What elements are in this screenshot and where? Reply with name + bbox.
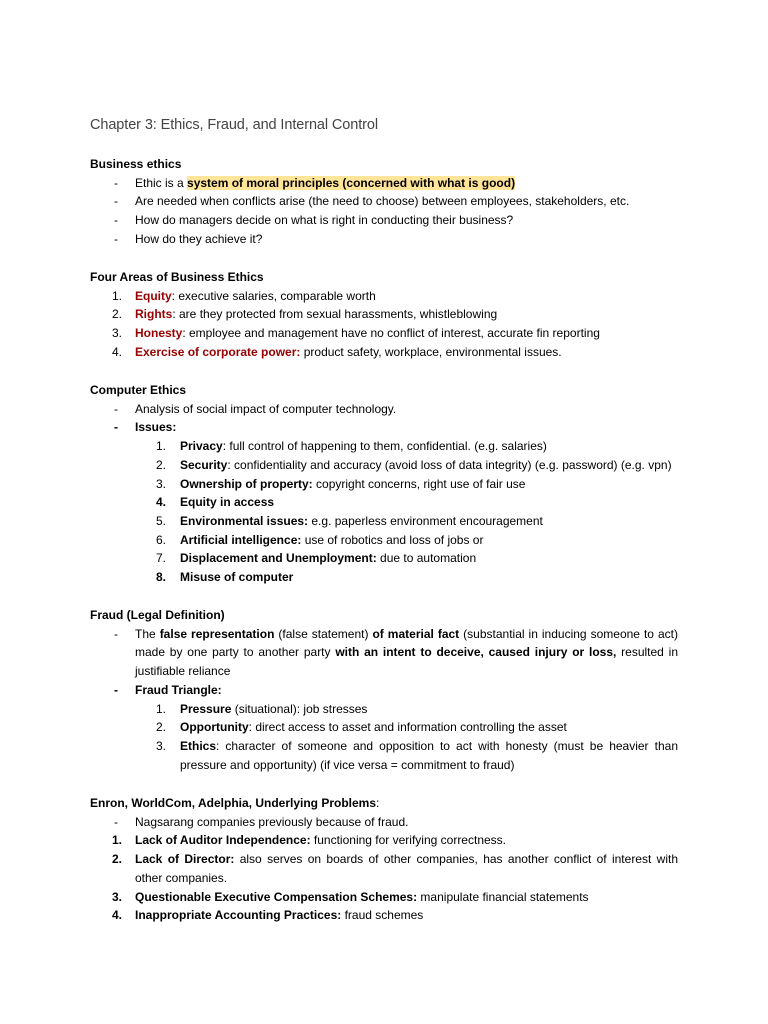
item-term: Privacy <box>180 439 223 454</box>
item-number: 2. <box>112 852 123 867</box>
dash-marker: - <box>114 420 118 435</box>
sub-list-item <box>90 475 678 494</box>
list-item <box>90 287 678 306</box>
section-fraud <box>90 606 678 774</box>
item-term: Opportunity <box>180 720 249 735</box>
item-text: : executive salaries, comparable worth <box>171 288 376 303</box>
item-term: Security <box>180 457 228 472</box>
item-text: use of robotics and loss of jobs or <box>301 532 484 547</box>
dash-marker: - <box>114 231 118 246</box>
item-term: Artificial intelligence: <box>180 532 302 547</box>
item-text: (situational): job stresses <box>231 701 368 716</box>
section-enron <box>90 794 678 925</box>
item-number: 4. <box>156 495 167 510</box>
item-text: : employee and management have no conflict of interest, accurate fin reporting <box>182 326 600 341</box>
sub-list-item <box>90 531 678 550</box>
item-text: e.g. paperless environment encouragement <box>308 513 543 528</box>
sub-list-item <box>90 437 678 456</box>
item-text: Nagsarang companies previously because of fraud. <box>135 814 409 829</box>
item-number: 1. <box>112 833 123 848</box>
section-four-areas <box>90 268 678 362</box>
item-number: 8. <box>156 570 167 585</box>
section-computer-ethics <box>90 381 678 587</box>
item-text: Are needed when conflicts arise (the need to choose) between employees, stakeholders, etc. <box>135 194 630 209</box>
item-text: : full control of happening to them, confidential. (e.g. salaries) <box>222 439 547 454</box>
list-item <box>90 343 678 362</box>
item-text: How do they achieve it? <box>135 231 263 246</box>
fraud-definition: The false representation (false statement) of material fact (substantial in inducing someone to act) made by one party to another party with an intent to deceive, caused injury or loss, resulted in justifiable reliance <box>135 626 678 679</box>
dash-marker: - <box>114 213 118 228</box>
item-term: Ethics <box>180 738 217 753</box>
list-item <box>90 681 678 700</box>
item-text: also serves on boards of other companies, has another conflict of interest with other companies. <box>135 852 678 885</box>
list-item <box>90 813 678 832</box>
item-number: 3. <box>112 326 123 341</box>
list-item <box>90 174 678 193</box>
section-heading: Computer Ethics <box>90 383 187 397</box>
item-number: 6. <box>156 532 167 547</box>
item-text: : are they protected from sexual harassments, whistleblowing <box>172 307 498 322</box>
item-number: 1. <box>156 439 167 454</box>
item-term: Exercise of corporate power: <box>135 344 301 359</box>
item-term: Pressure <box>180 701 232 716</box>
issues-label: Issues: <box>135 420 177 435</box>
list-item <box>90 305 678 324</box>
dash-marker: - <box>114 401 118 416</box>
item-term: Lack of Director: <box>135 852 235 867</box>
list-item <box>90 418 678 437</box>
dash-marker: - <box>114 814 118 829</box>
item-term: Rights <box>135 307 173 322</box>
item-number: 4. <box>112 908 123 923</box>
item-text: Analysis of social impact of computer technology. <box>135 401 397 416</box>
item-text: How do managers decide on what is right in conducting their business? <box>135 213 514 228</box>
item-text: functioning for verifying correctness. <box>310 833 506 848</box>
triangle-label: Fraud Triangle: <box>135 682 222 697</box>
item-number: 2. <box>112 307 123 322</box>
dash-marker: - <box>114 626 118 641</box>
item-term: Inappropriate Accounting Practices: <box>135 908 342 923</box>
item-number: 1. <box>156 701 167 716</box>
item-term: Lack of Auditor Independence: <box>135 833 311 848</box>
item-term: Displacement and Unemployment: <box>180 551 377 566</box>
item-text: : direct access to asset and information controlling the asset <box>248 720 567 735</box>
sub-list-item <box>90 737 678 774</box>
dash-marker: - <box>114 194 118 209</box>
item-term: Misuse of computer <box>180 570 294 585</box>
list-item <box>90 625 678 681</box>
highlighted-text: system of moral principles (concerned with what is good) <box>187 175 516 190</box>
item-number: 1. <box>112 288 123 303</box>
section-heading: Four Areas of Business Ethics <box>90 270 264 284</box>
sub-list-item <box>90 493 678 512</box>
item-text: manipulate financial statements <box>417 889 589 904</box>
section-heading: Enron, WorldCom, Adelphia, Underlying Problems: <box>90 796 380 810</box>
item-text: due to automation <box>376 551 477 566</box>
item-text: Ethic is a <box>135 175 188 190</box>
page-title: Chapter 3: Ethics, Fraud, and Internal Control <box>90 117 378 133</box>
list-item <box>90 192 678 211</box>
list-item <box>90 230 678 249</box>
section-business-ethics <box>90 155 678 249</box>
item-term: Ownership of property: <box>180 476 313 491</box>
item-term: Questionable Executive Compensation Schemes: <box>135 889 418 904</box>
item-number: 7. <box>156 551 167 566</box>
list-item <box>90 888 678 907</box>
item-text: copyright concerns, right use of fair use <box>312 476 526 491</box>
item-number: 3. <box>156 476 167 491</box>
item-number: 2. <box>156 720 167 735</box>
sub-list-item <box>90 549 678 568</box>
list-item <box>90 324 678 343</box>
list-item <box>90 400 678 419</box>
dash-marker: - <box>114 682 118 697</box>
sub-list-item <box>90 700 678 719</box>
item-term: Equity <box>135 288 172 303</box>
sub-list-item <box>90 718 678 737</box>
item-number: 3. <box>156 738 167 753</box>
list-item <box>90 850 678 887</box>
section-heading: Business ethics <box>90 157 182 171</box>
item-term: Environmental issues: <box>180 513 309 528</box>
item-text: fraud schemes <box>341 908 424 923</box>
sub-list-item <box>90 512 678 531</box>
item-number: 4. <box>112 344 123 359</box>
sub-list-item <box>90 456 678 475</box>
dash-marker: - <box>114 175 118 190</box>
item-term: Honesty <box>135 326 183 341</box>
item-term: Equity in access <box>180 495 275 510</box>
item-text: product safety, workplace, environmental issues. <box>300 344 562 359</box>
sub-list-item <box>90 568 678 587</box>
item-text: : confidentiality and accuracy (avoid loss of data integrity) (e.g. password) (e.g. vpn) <box>227 457 672 472</box>
item-number: 3. <box>112 889 123 904</box>
list-item <box>90 211 678 230</box>
section-heading: Fraud (Legal Definition) <box>90 608 225 622</box>
list-item <box>90 906 678 925</box>
item-text: : character of someone and opposition to act with honesty (must be heavier than pressure and opportunity) (if vice versa = commitment to fraud) <box>180 738 678 772</box>
list-item <box>90 831 678 850</box>
item-number: 2. <box>156 457 167 472</box>
item-number: 5. <box>156 513 167 528</box>
